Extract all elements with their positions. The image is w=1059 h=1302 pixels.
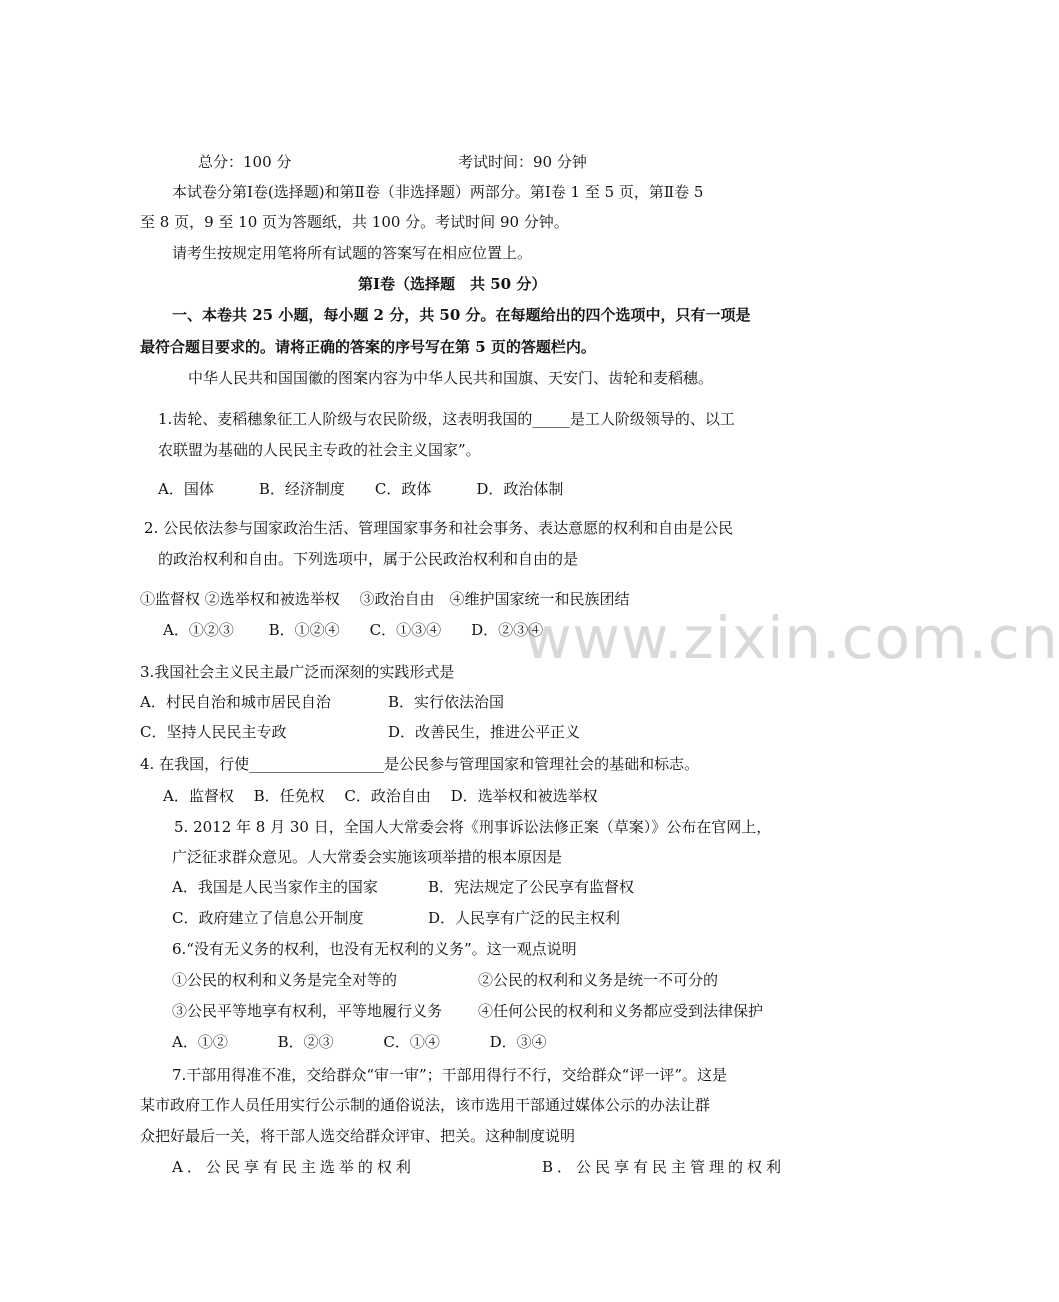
q7-option-a: A．公民享有民主选举的权利 <box>172 1158 415 1176</box>
q6-options: A．①② B．②③ C．①④ D．③④ <box>172 1033 547 1051</box>
q5-option-a: A．我国是人民当家作主的国家 <box>172 878 378 896</box>
exam-time: 考试时间：90 分钟 <box>458 153 587 171</box>
intro-line-3: 请考生按规定用笔将所有试题的答案写在相应位置上。 <box>172 244 533 262</box>
q3-line-1: 3.我国社会主义民主最广泛而深刻的实践形式是 <box>140 663 455 681</box>
intro-line-2: 至 8 页，9 至 10 页为答题纸，共 100 分。考试时间 90 分钟。 <box>140 213 569 231</box>
q7-line-3: 众把好最后一关，将干部人选交给群众评审、把关。这种制度说明 <box>140 1127 576 1145</box>
intro-line-1: 本试卷分第Ⅰ卷(选择题)和第Ⅱ卷（非选择题）两部分。第Ⅰ卷 1 至 5 页，第Ⅱ卷 5 <box>172 183 704 201</box>
q3-option-a: A．村民自治和城市居民自治 <box>140 693 331 711</box>
q5-option-d: D．人民享有广泛的民主权利 <box>428 909 621 927</box>
q3-option-b: B．实行依法治国 <box>388 693 505 711</box>
q1-options: A．国体 B．经济制度 C．政体 D．政治体制 <box>158 480 564 498</box>
q2-line-1: 2. 公民依法参与国家政治生活、管理国家事务和社会事务、表达意愿的权利和自由是公民 <box>144 519 734 537</box>
q3-option-c: C．坚持人民民主专政 <box>140 723 287 741</box>
q6-line-1: 6.“没有无义务的权利，也没有无权利的义务”。这一观点说明 <box>172 940 577 958</box>
section-instruction-1: 一、本卷共 25 小题，每小题 2 分，共 50 分。在每题给出的四个选项中，只有一项是 <box>172 306 751 324</box>
q7-line-1: 7.干部用得准不准，交给群众“审一审”；干部用得行不行，交给群众“评一评”。这是 <box>172 1066 727 1084</box>
q5-option-b: B．宪法规定了公民享有监督权 <box>428 878 635 896</box>
q2-options: A．①②③ B．①②④ C．①③④ D．②③④ <box>163 621 544 639</box>
section-instruction-2: 最符合题目要求的。请将正确的答案的序号写在第 5 页的答题栏内。 <box>140 338 596 356</box>
q6-item-2: ②公民的权利和义务是统一不可分的 <box>478 971 719 989</box>
q6-item-4: ④任何公民的权利和义务都应受到法律保护 <box>478 1002 764 1020</box>
q4-line-1: 4. 在我国，行使__________________是公民参与管理国家和管理社会的基础和标志。 <box>140 755 700 773</box>
q7-line-2: 某市政府工作人员任用实行公示制的通俗说法，该市选用干部通过媒体公示的办法让群 <box>140 1096 711 1114</box>
q1-line-2: 农联盟为基础的人民民主专政的社会主义国家”。 <box>158 441 481 459</box>
q7-option-b: B．公民享有民主管理的权利 <box>542 1158 786 1176</box>
watermark: www.zixin.com.cn <box>524 604 1059 672</box>
q5-line-2: 广泛征求群众意见。人大常委会实施该项举措的根本原因是 <box>172 848 563 866</box>
section-title: 第Ⅰ卷（选择题 共 50 分） <box>358 275 547 293</box>
q6-item-1: ①公民的权利和义务是完全对等的 <box>172 971 398 989</box>
q5-line-1: 5. 2012 年 8 月 30 日，全国人大常委会将《刑事诉讼法修正案（草案）》公布在官网上， <box>174 818 772 836</box>
q4-options: A．监督权 B．任免权 C．政治自由 D．选举权和被选举权 <box>163 787 598 805</box>
q2-line-2: 的政治权利和自由。下列选项中，属于公民政治权利和自由的是 <box>158 550 579 568</box>
q1-line-1: 1.齿轮、麦稻穗象征工人阶级与农民阶级，这表明我国的_____是工人阶级领导的、以工 <box>158 410 735 428</box>
total-score: 总分：100 分 <box>198 153 292 171</box>
material-text: 中华人民共和国国徽的图案内容为中华人民共和国旗、天安门、齿轮和麦稻穗。 <box>188 369 714 387</box>
q2-items: ①监督权 ②选举权和被选举权 ③政治自由 ④维护国家统一和民族团结 <box>140 590 630 608</box>
q3-option-d: D．改善民生，推进公平正义 <box>388 723 581 741</box>
q6-item-3: ③公民平等地享有权利，平等地履行义务 <box>172 1002 443 1020</box>
q5-option-c: C．政府建立了信息公开制度 <box>172 909 364 927</box>
